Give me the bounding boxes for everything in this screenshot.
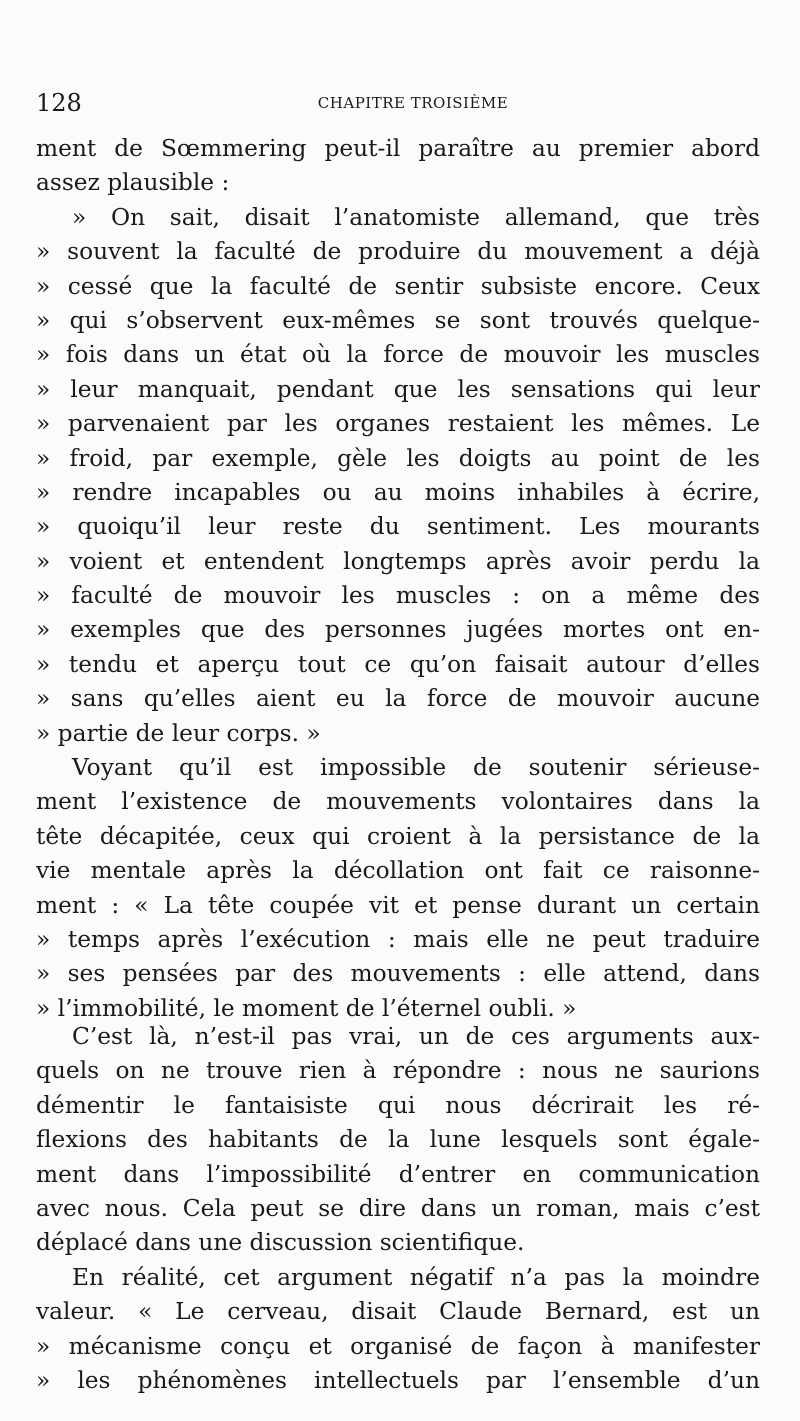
text-line: » mécanisme conçu et organisé de façon à manifester — [36, 1332, 760, 1360]
page-number: 128 — [36, 89, 82, 117]
text-line: » tendu et aperçu tout ce qu’on faisait autour d’elles — [36, 650, 760, 678]
text-line: » l’immobilité, le moment de l’éternel oubli. » — [36, 994, 577, 1022]
text-line: » cessé que la faculté de sentir subsiste encore. Ceux — [36, 272, 760, 300]
text-line: » fois dans un état où la force de mouvoir les muscles — [36, 341, 760, 369]
running-title: CHAPITRE TROISIÈME — [317, 94, 509, 112]
text-line: avec nous. Cela peut se dire dans un roman, mais c’est — [36, 1194, 760, 1222]
text-line: » qui s’observent eux-mêmes se sont trouvés quelque- — [36, 306, 760, 334]
text-line: » souvent la faculté de produire du mouvement a déjà — [36, 238, 760, 266]
text-line: » sans qu’elles aient eu la force de mouvoir aucune — [36, 685, 760, 713]
text-line: ment dans l’impossibilité d’entrer en communication — [36, 1160, 760, 1188]
text-line: » quoiqu’il leur reste du sentiment. Les mourants — [36, 513, 760, 541]
text-line: ment l’existence de mouvements volontaires dans la — [36, 788, 760, 816]
text-line: démentir le fantaisiste qui nous décrirait les ré- — [36, 1091, 760, 1119]
text-block-1 — [36, 132, 760, 1026]
text-line: déplacé dans une discussion scientifique. — [36, 1229, 525, 1257]
text-line: En réalité, cet argument négatif n’a pas la moindre — [72, 1263, 760, 1291]
text-line: » voient et entendent longtemps après avoir perdu la — [36, 547, 760, 575]
text-line: quels on ne trouve rien à répondre : nous ne saurions — [36, 1057, 760, 1085]
text-line: » leur manquait, pendant que les sensations qui leur — [36, 375, 760, 403]
text-line: ment de Sœmmering peut-il paraître au premier abord — [36, 135, 760, 162]
text-line: » froid, par exemple, gèle les doigts au point de les — [36, 444, 760, 472]
text-line: » partie de leur corps. » — [36, 719, 321, 747]
text-line: » parvenaient par les organes restaient les mêmes. Le — [36, 410, 760, 438]
text-line: assez plausible : — [36, 169, 230, 197]
text-line: tête décapitée, ceux qui croient à la persistance de la — [36, 822, 760, 850]
text-line: » temps après l’exécution : mais elle ne peut traduire — [36, 925, 760, 953]
text-line: valeur. « Le cerveau, disait Claude Bernard, est un — [36, 1298, 760, 1326]
text-block-2 — [36, 1020, 760, 1398]
text-line: » exemples que des personnes jugées mortes ont en- — [36, 616, 760, 644]
text-line: Voyant qu’il est impossible de soutenir sérieuse- — [72, 754, 760, 782]
text-line: » rendre incapables ou au moins inhabiles à écrire, — [36, 478, 760, 506]
text-line: » On sait, disait l’anatomiste allemand, que très — [72, 203, 760, 231]
text-line: C’est là, n’est-il pas vrai, un de ces arguments aux- — [72, 1023, 760, 1050]
text-line: ment : « La tête coupée vit et pense durant un certain — [36, 891, 760, 919]
text-line: vie mentale après la décollation ont fait ce raisonne- — [36, 857, 760, 885]
text-line: » faculté de mouvoir les muscles : on a même des — [36, 582, 760, 610]
text-line: » les phénomènes intellectuels par l’ensemble d’un — [36, 1366, 760, 1394]
text-line: flexions des habitants de la lune lesquels sont égale- — [36, 1126, 760, 1154]
running-head — [36, 88, 760, 118]
text-line: » ses pensées par des mouvements : elle attend, dans — [36, 960, 760, 988]
